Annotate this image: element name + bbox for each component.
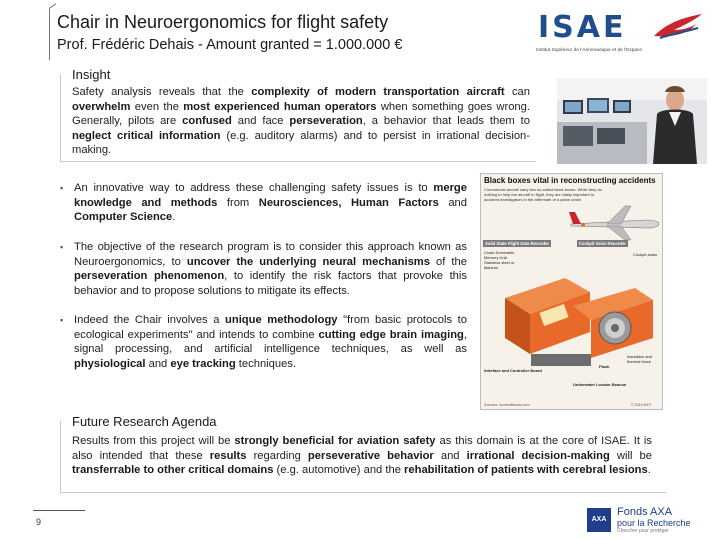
bullet-marker: ▪ — [60, 183, 64, 193]
future-agenda-label: Future Research Agenda — [68, 414, 221, 429]
bullet-marker: ▪ — [60, 315, 64, 325]
fonds-axa-line1: Fonds AXA — [617, 506, 673, 518]
isae-logo-word: ISAE — [538, 10, 627, 45]
insight-paragraph: Safety analysis reveals that the complexity of modern transportation aircraft can overwhelm even the most experienced human operators when something goes wrong. Generally, pilots are confused and face perseveration, a behavior that leads them to neglect critical information (e.g. auditory alarms) and to persist in irrational decision-making. — [72, 86, 530, 156]
insulation-label: Insulation and thermal block — [627, 354, 652, 364]
ulb-label: Underwater Locator Beacon — [573, 382, 627, 387]
isae-logo — [532, 8, 710, 58]
insight-label: Insight — [68, 67, 114, 82]
simulator-photo-image — [557, 78, 707, 164]
fdr-heading: Solid State Flight Data Recorder — [485, 241, 549, 246]
research-photo — [557, 78, 707, 164]
infographic-intro: Commercial aircraft carry two so-called black boxes. While they do nothing to help the aircraft in flight, they are vitally important to accident investigators in the aftermath of a plane crash — [484, 187, 602, 202]
infographic-credit-right: © 2014 MCT — [631, 403, 652, 407]
fonds-axa-line2: pour la Recherche — [617, 518, 691, 528]
title-bracket — [49, 8, 50, 60]
page-subtitle: Prof. Frédéric Dehais - Amount granted = 1.000.000 € — [57, 37, 403, 53]
flash-label: Flash — [599, 364, 610, 369]
bullet-item-2 — [60, 240, 467, 298]
cockpit-audio-note: Cockpit audio — [633, 252, 658, 257]
cvr-heading: Cockpit Voice Recorder — [579, 241, 626, 246]
future-agenda-paragraph: Results from this project will be strongly beneficial for aviation safety as this domain is at the core of ISAE. It is also intended that these results regarding perseverative behavior and irrational decision-making will be transferrable to other critical domains (e.g. automotive) and the rehabilitation of patients with cerebral lesions. — [72, 435, 652, 476]
airplane-icon — [567, 202, 662, 242]
footer-divider — [33, 510, 85, 511]
axa-logo: AXA — [587, 508, 611, 532]
bullet-marker: ▪ — [60, 242, 64, 252]
page-title: Chair in Neuroergonomics for flight safety — [57, 12, 389, 32]
page-number: 9 — [36, 517, 42, 527]
black-box-infographic — [480, 173, 663, 410]
bullet-item-1 — [60, 181, 467, 225]
bullet-text: Indeed the Chair involves a unique methodology "from basic protocols to ecological experiments" and intends to combine cutting edge brain imaging, signal processing, and artificial intelligence techniques, as well as physiological and eye tracking techniques. — [74, 314, 467, 370]
memory-unit-note: Crash Survivable Memory Unit: Stainless steel or titanium — [484, 250, 515, 270]
infographic-credit-left: Sources: howstuffworks.com — [484, 403, 530, 407]
bullet-item-3 — [60, 313, 467, 371]
fonds-axa-line3: Chercher pour protéger — [617, 528, 669, 534]
isae-bird-icon — [652, 10, 706, 44]
infographic-title: Black boxes vital in reconstructing accidents — [484, 176, 656, 185]
isae-tagline: Institut Supérieur de l'Aéronautique et de l'Espace — [536, 48, 643, 53]
fonds-axa-logo — [617, 506, 717, 535]
interface-label: Interface and Controller Board — [484, 368, 542, 373]
bullet-text: An innovative way to address these challenging safety issues is to merge knowledge and methods from Neurosciences, Human Factors and Computer Science. — [74, 182, 467, 223]
bullet-text: The objective of the research program is to consider this approach known as Neuroergonomics, to uncover the underlying neural mechanisms of the perseveration phenomenon, to identify the risk factors that provoke this behavior and to propose solutions to mitigate its effects. — [74, 241, 467, 297]
